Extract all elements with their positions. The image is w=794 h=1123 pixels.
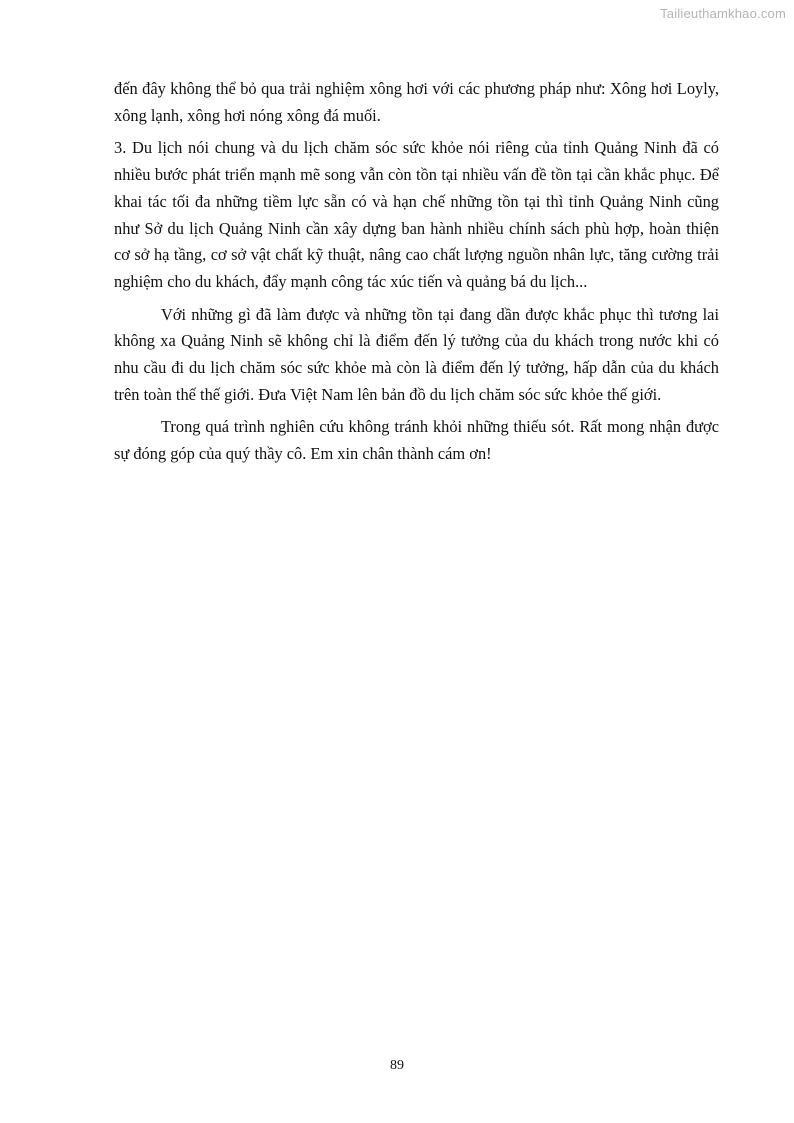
paragraph-continuation: đến đây không thể bỏ qua trải nghiệm xông hơi với các phương pháp như: Xông hơi Loyly, xông lạnh, xông hơi nóng xông đá muối.: [114, 79, 719, 125]
paragraph-outlook: Với những gì đã làm được và những tồn tại đang dần được khắc phục thì tương lai không xa Quảng Ninh sẽ không chỉ là điểm đến lý tưởng của du khách trong nước khi có nhu cầu đi du lịch chăm sóc sức khỏe mà còn là điểm đến lý tưởng, hấp dẫn của du khách trên toàn thế thế giới. Đưa Việt Nam lên bản đồ du lịch chăm sóc sức khỏe thế giới.: [114, 304, 719, 404]
page-number: 89: [390, 1058, 404, 1073]
paragraph-point-3: 3. Du lịch nói chung và du lịch chăm sóc sức khỏe nói riêng của tỉnh Quảng Ninh đã có nhiều bước phát triển mạnh mẽ song vẫn còn tồn tại nhiều vấn đề tồn tại cần khắc phục. Để khai tác tối đa những tiềm lực sẵn có và hạn chế những tồn tại thì tỉnh Quảng Ninh cũng như Sở du lịch Quảng Ninh cần xây dựng ban hành nhiều chính sách phù hợp, hoàn thiện cơ sở hạ tầng, cơ sở vật chất kỹ thuật, nâng cao chất lượng nguồn nhân lực, tăng cường trải nghiệm cho du khách, đẩy mạnh công tác xúc tiến và quảng bá du lịch...: [114, 138, 719, 291]
paragraph-closing: Trong quá trình nghiên cứu không tránh khỏi những thiếu sót. Rất mong nhận được sự đóng góp của quý thầy cô. Em xin chân thành cám ơn!: [114, 417, 719, 464]
document-body: [114, 76, 719, 468]
watermark: Tailieuthamkhao.com: [660, 6, 786, 21]
